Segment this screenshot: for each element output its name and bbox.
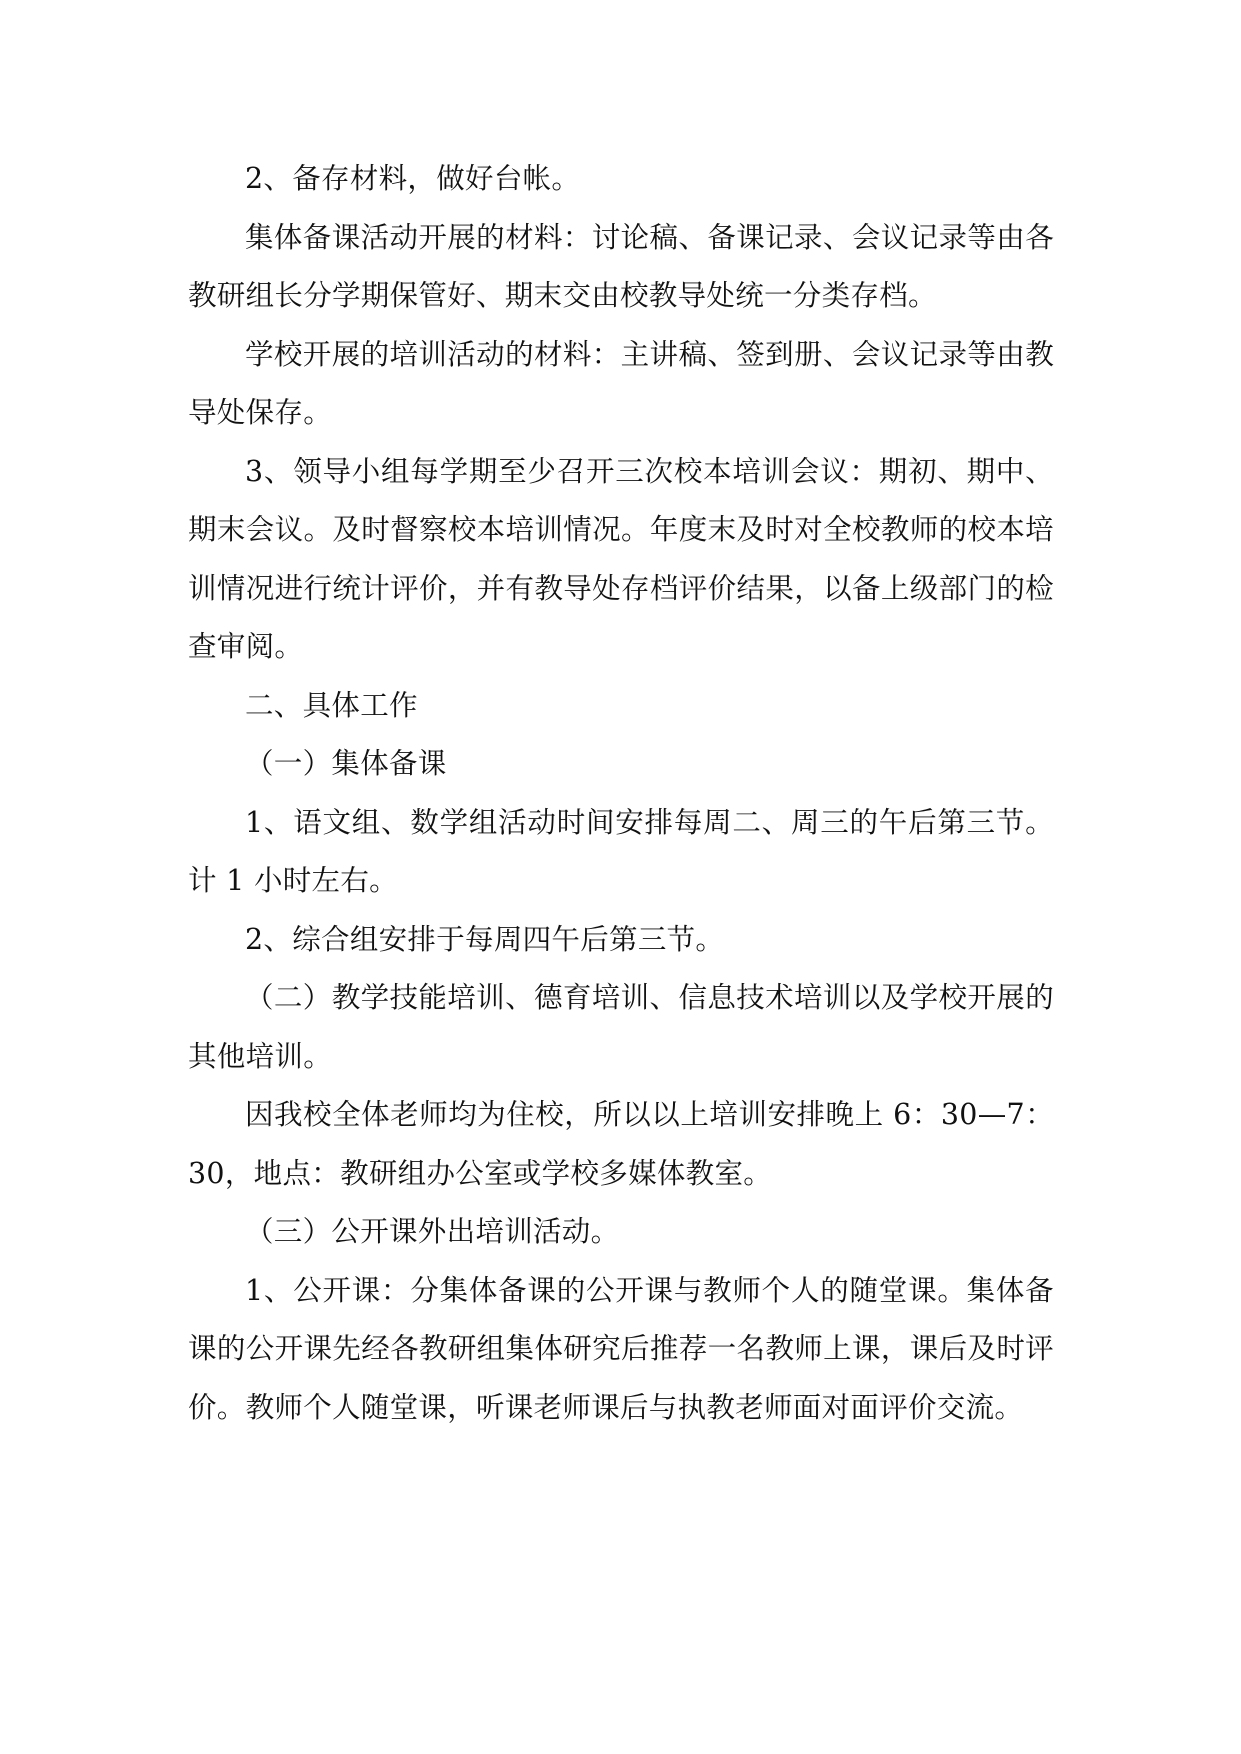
paragraph-training-time-location: 因我校全体老师均为住校，所以以上培训安排晚上 6：30—7：30，地点：教研组办公室或学校多媒体教室。 (188, 1098, 1054, 1190)
paragraph-archive-materials: 2、备存材料，做好台帐。 (245, 162, 581, 195)
document-page (188, 150, 1054, 1437)
paragraph-leadership-meetings: 3、领导小组每学期至少召开三次校本培训会议：期初、期中、期末会议。及时督察校本培训情况。年度末及时对全校教师的校本培训情况进行统计评价，并有教导处存档评价结果，以备上级部门的检查审阅。 (188, 454, 1054, 663)
paragraph-lesson-prep-materials: 集体备课活动开展的材料：讨论稿、备课记录、会议记录等由各教研组长分学期保管好、期末交由校教导处统一分类存档。 (188, 220, 1054, 312)
paragraph-training-materials: 学校开展的培训活动的材料：主讲稿、签到册、会议记录等由教导处保存。 (188, 337, 1054, 429)
subheading-open-class: （三）公开课外出培训活动。 (245, 1215, 620, 1248)
paragraph-open-class-details: 1、公开课：分集体备课的公开课与教师个人的随堂课。集体备课的公开课先经各教研组集体研究后推荐一名教师上课，课后及时评价。教师个人随堂课，听课老师课后与执教老师面对面评价交流。 (188, 1273, 1054, 1424)
subheading-collective-lesson-prep: （一）集体备课 (245, 747, 447, 780)
section-heading-specific-work: 二、具体工作 (245, 688, 418, 722)
subheading-skills-training: （二）教学技能培训、德育培训、信息技术培训以及学校开展的其他培训。 (188, 981, 1054, 1073)
paragraph-comprehensive-group-schedule: 2、综合组安排于每周四午后第三节。 (245, 922, 725, 956)
paragraph-chinese-math-schedule: 1、语文组、数学组活动时间安排每周二、周三的午后第三节。计 1 小时左右。 (188, 805, 1054, 897)
